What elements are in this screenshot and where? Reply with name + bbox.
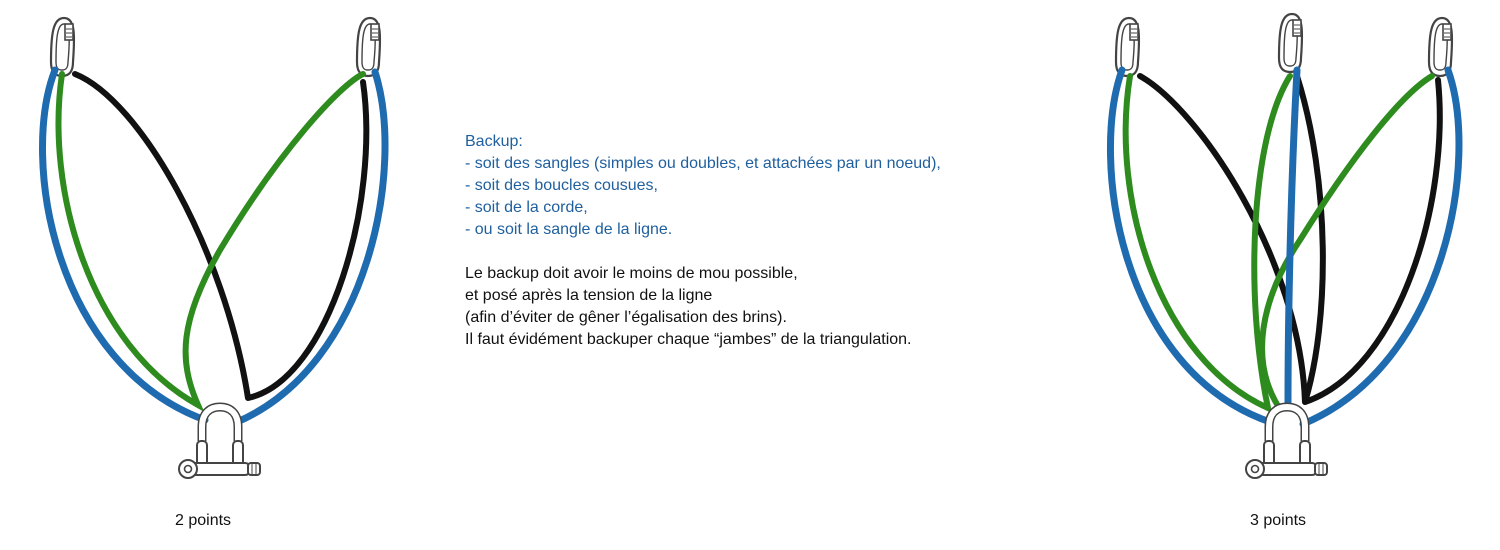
- backup-item: - soit de la corde,: [465, 199, 588, 216]
- diagram-2-points: [43, 18, 386, 478]
- backup-section: [465, 131, 941, 241]
- carabiner-icon: [357, 18, 380, 76]
- carabiner-icon: [1116, 18, 1139, 76]
- carabiner-icon: [1279, 14, 1302, 72]
- blue-loop: [1288, 70, 1297, 404]
- blue-loop: [43, 70, 205, 420]
- explanation-text: [465, 131, 941, 351]
- backup-item: - soit des boucles cousues,: [465, 177, 658, 194]
- note-line: Il faut évidément backuper chaque “jambes” de la triangulation.: [465, 331, 912, 348]
- backup-item: - ou soit la sangle de la ligne.: [465, 221, 673, 238]
- note-line: et posé après la tension de la ligne: [465, 287, 713, 304]
- note-line: Le backup doit avoir le moins de mou possible,: [465, 265, 798, 282]
- caption-3-points: 3 points: [1250, 512, 1307, 529]
- backup-title: Backup:: [465, 133, 523, 150]
- note-line: (afin d’éviter de gêner l’égalisation des brins).: [465, 309, 787, 326]
- backup-item: - soit des sangles (simples ou doubles, et attachées par un noeud),: [465, 155, 941, 172]
- diagram-3-points: [1110, 14, 1459, 478]
- note-section: [465, 263, 941, 351]
- caption-2-points: 2 points: [175, 512, 232, 529]
